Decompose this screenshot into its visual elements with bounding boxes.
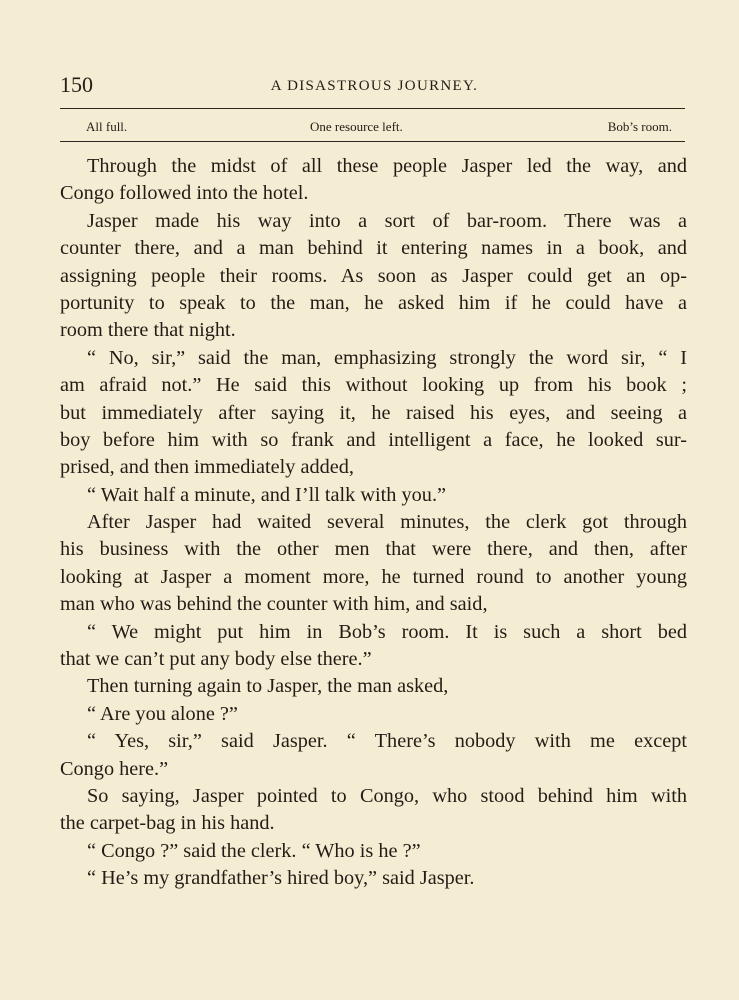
text-line: but immediately after saying it, he raised his eyes, and seeing a [60, 401, 687, 424]
text-line: his business with the other men that were there, and then, after [60, 538, 687, 561]
text-line: “ We might put him in Bob’s room. It is such a short bed [87, 620, 687, 643]
marginal-note-right: Bob’s room. [607, 119, 672, 134]
marginal-note-center: One resource left. [310, 119, 403, 134]
running-title: A DISASTROUS JOURNEY. [270, 78, 479, 94]
text-line: counter there, and a man behind it entering names in a book, and [60, 237, 687, 260]
text-line: “ He’s my grandfather’s hired boy,” said Jasper. [87, 867, 475, 890]
text-line: portunity to speak to the man, he asked him if he could have a [60, 291, 687, 314]
body-text [60, 153, 687, 893]
text-line: assigning people their rooms. As soon as Jasper could get an op- [60, 264, 687, 287]
text-line: So saying, Jasper pointed to Congo, who stood behind him with [87, 784, 687, 807]
running-head [60, 70, 689, 104]
text-line: “ Are you alone ?” [87, 702, 238, 725]
header-rule-bottom [60, 141, 685, 142]
text-line: Jasper made his way into a sort of bar-room. There was a [87, 209, 687, 232]
text-line: the carpet-bag in his hand. [60, 812, 275, 835]
text-line: looking at Jasper a moment more, he turned round to another young [60, 565, 687, 588]
text-line: “ No, sir,” said the man, emphasizing strongly the word sir, “ I [87, 346, 687, 369]
text-line: boy before him with so frank and intelligent a face, he looked sur- [60, 428, 687, 451]
text-line: that we can’t put any body else there.” [60, 648, 372, 671]
text-line: am afraid not.” He said this without looking up from his book ; [60, 374, 687, 397]
text-line: Congo followed into the hotel. [60, 182, 309, 205]
text-line: room there that night. [60, 319, 236, 342]
header-rule-top [60, 108, 685, 109]
text-line: “ Wait half a minute, and I’ll talk with you.” [87, 483, 447, 506]
text-line: man who was behind the counter with him, and said, [60, 593, 488, 616]
text-line: prised, and then immediately added, [60, 456, 354, 479]
text-line: “ Yes, sir,” said Jasper. “ There’s nobody with me except [87, 730, 687, 753]
text-line: Through the midst of all these people Jasper led the way, and [87, 155, 687, 177]
page-number: 150 [60, 72, 93, 97]
text-line: After Jasper had waited several minutes, the clerk got through [87, 511, 687, 534]
marginal-notes [86, 118, 672, 138]
text-line: “ Congo ?” said the clerk. “ Who is he ?” [87, 839, 421, 862]
text-line: Congo here.” [60, 757, 169, 780]
text-line: Then turning again to Jasper, the man asked, [87, 675, 449, 698]
marginal-note-left: All full. [86, 119, 128, 134]
